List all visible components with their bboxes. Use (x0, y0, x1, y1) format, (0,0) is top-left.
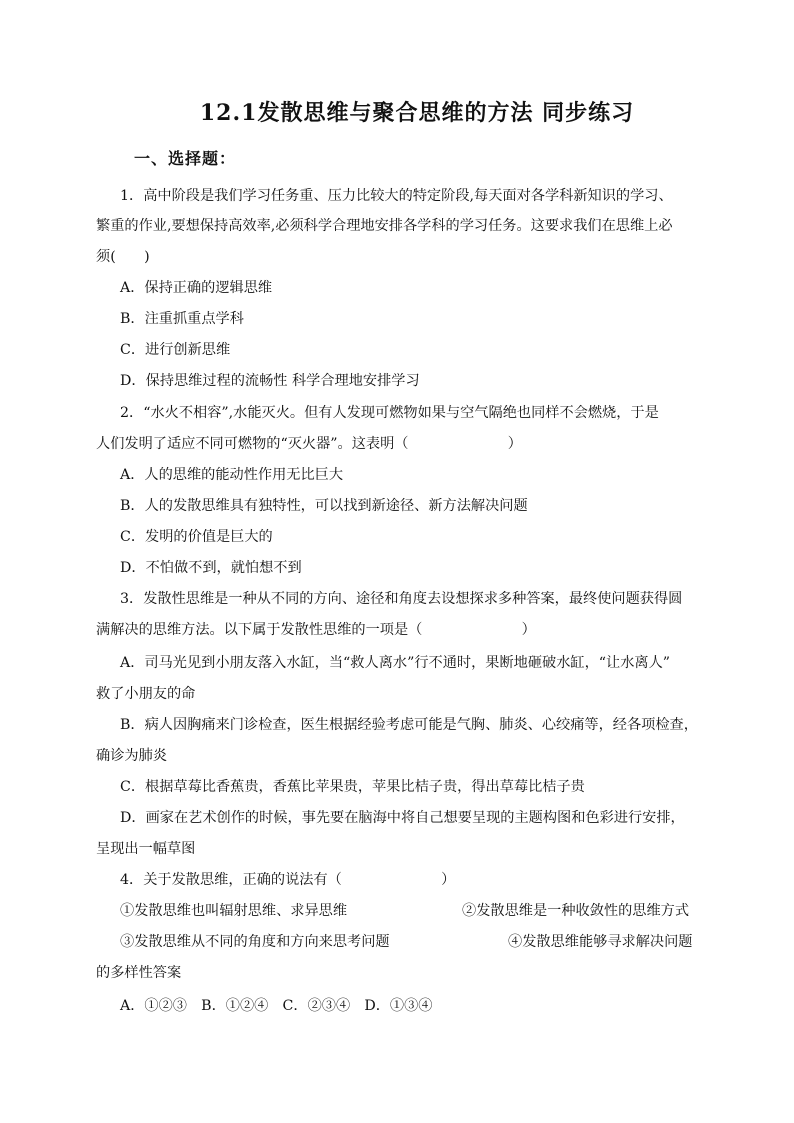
q3-option-b-line-1: B．病人因胸痛来门诊检查，医生根据经验考虑可能是气胸、肺炎、心绞痛等，经各项检查， (120, 717, 698, 733)
q3-stem-line-2: 满解决的思维方法。以下属于发散性思维的一项是（ ） (96, 622, 536, 638)
q2-option-b: B．人的发散思维具有独特性，可以找到新途径、新方法解决问题 (120, 498, 528, 514)
q4-options: A．①②③ B．①②④ C．②③④ D．①③④ (120, 998, 433, 1014)
q1-stem-line-1: 1．高中阶段是我们学习任务重、压力比较大的特定阶段,每天面对各学科新知识的学习、 (120, 188, 673, 204)
q4-statement-3: ③发散思维从不同的角度和方向来思考问题 (120, 934, 390, 950)
q1-stem-line-3: 须( ) (96, 249, 150, 265)
q2-stem-line-1: 2．“水火不相容”,水能灭火。但有人发现可燃物如果与空气隔绝也同样不会燃烧，于是 (120, 405, 659, 421)
q3-option-a-line-1: A．司马光见到小朋友落入水缸，当“救人离水”行不通时，果断地砸破水缸，“让水离人” (120, 655, 671, 671)
q1-option-c: C．进行创新思维 (120, 342, 231, 358)
page-title: 12.1发散思维与聚合思维的方法 同步练习 (199, 100, 635, 126)
q4-statement-1: ①发散思维也叫辐射思维、求异思维 (120, 903, 348, 919)
q2-option-a: A．人的思维的能动性作用无比巨大 (120, 467, 344, 483)
q4-statement-2: ②发散思维是一种收敛性的思维方式 (462, 903, 690, 919)
q2-option-d: D．不怕做不到，就怕想不到 (120, 560, 302, 576)
q1-option-a: A．保持正确的逻辑思维 (120, 280, 273, 296)
q1-option-d: D．保持思维过程的流畅性 科学合理地安排学习 (120, 373, 420, 389)
q4-statement-4-line-2: 的多样性答案 (96, 965, 182, 981)
q3-stem-line-1: 3．发散性思维是一种从不同的方向、途径和角度去设想探求多种答案，最终使问题获得圆 (120, 591, 683, 607)
q2-stem-line-2: 人们发明了适应不同可燃物的“灭火器”。这表明（ ） (96, 436, 522, 452)
q4-statement-4-line-1: ④发散思维能够寻求解决问题 (508, 934, 693, 950)
q3-option-a-line-2: 救了小朋友的命 (96, 686, 196, 702)
q1-option-b: B．注重抓重点学科 (120, 311, 244, 327)
q3-option-c: C．根据草莓比香蕉贵，香蕉比苹果贵，苹果比桔子贵，得出草莓比桔子贵 (120, 779, 585, 795)
q2-option-c: C．发明的价值是巨大的 (120, 529, 273, 545)
q4-stem: 4．关于发散思维，正确的说法有（ ） (120, 872, 456, 888)
q1-stem-line-2: 繁重的作业,要想保持高效率,必须科学合理地安排各学科的学习任务。这要求我们在思维上必 (96, 218, 673, 234)
q3-option-d-line-2: 呈现出一幅草图 (96, 841, 196, 857)
q3-option-d-line-1: D．画家在艺术创作的时候，事先要在脑海中将自己想要呈现的主题构图和色彩进行安排， (120, 810, 685, 826)
q3-option-b-line-2: 确诊为肺炎 (96, 748, 167, 764)
section-heading: 一、选择题： (134, 149, 237, 168)
